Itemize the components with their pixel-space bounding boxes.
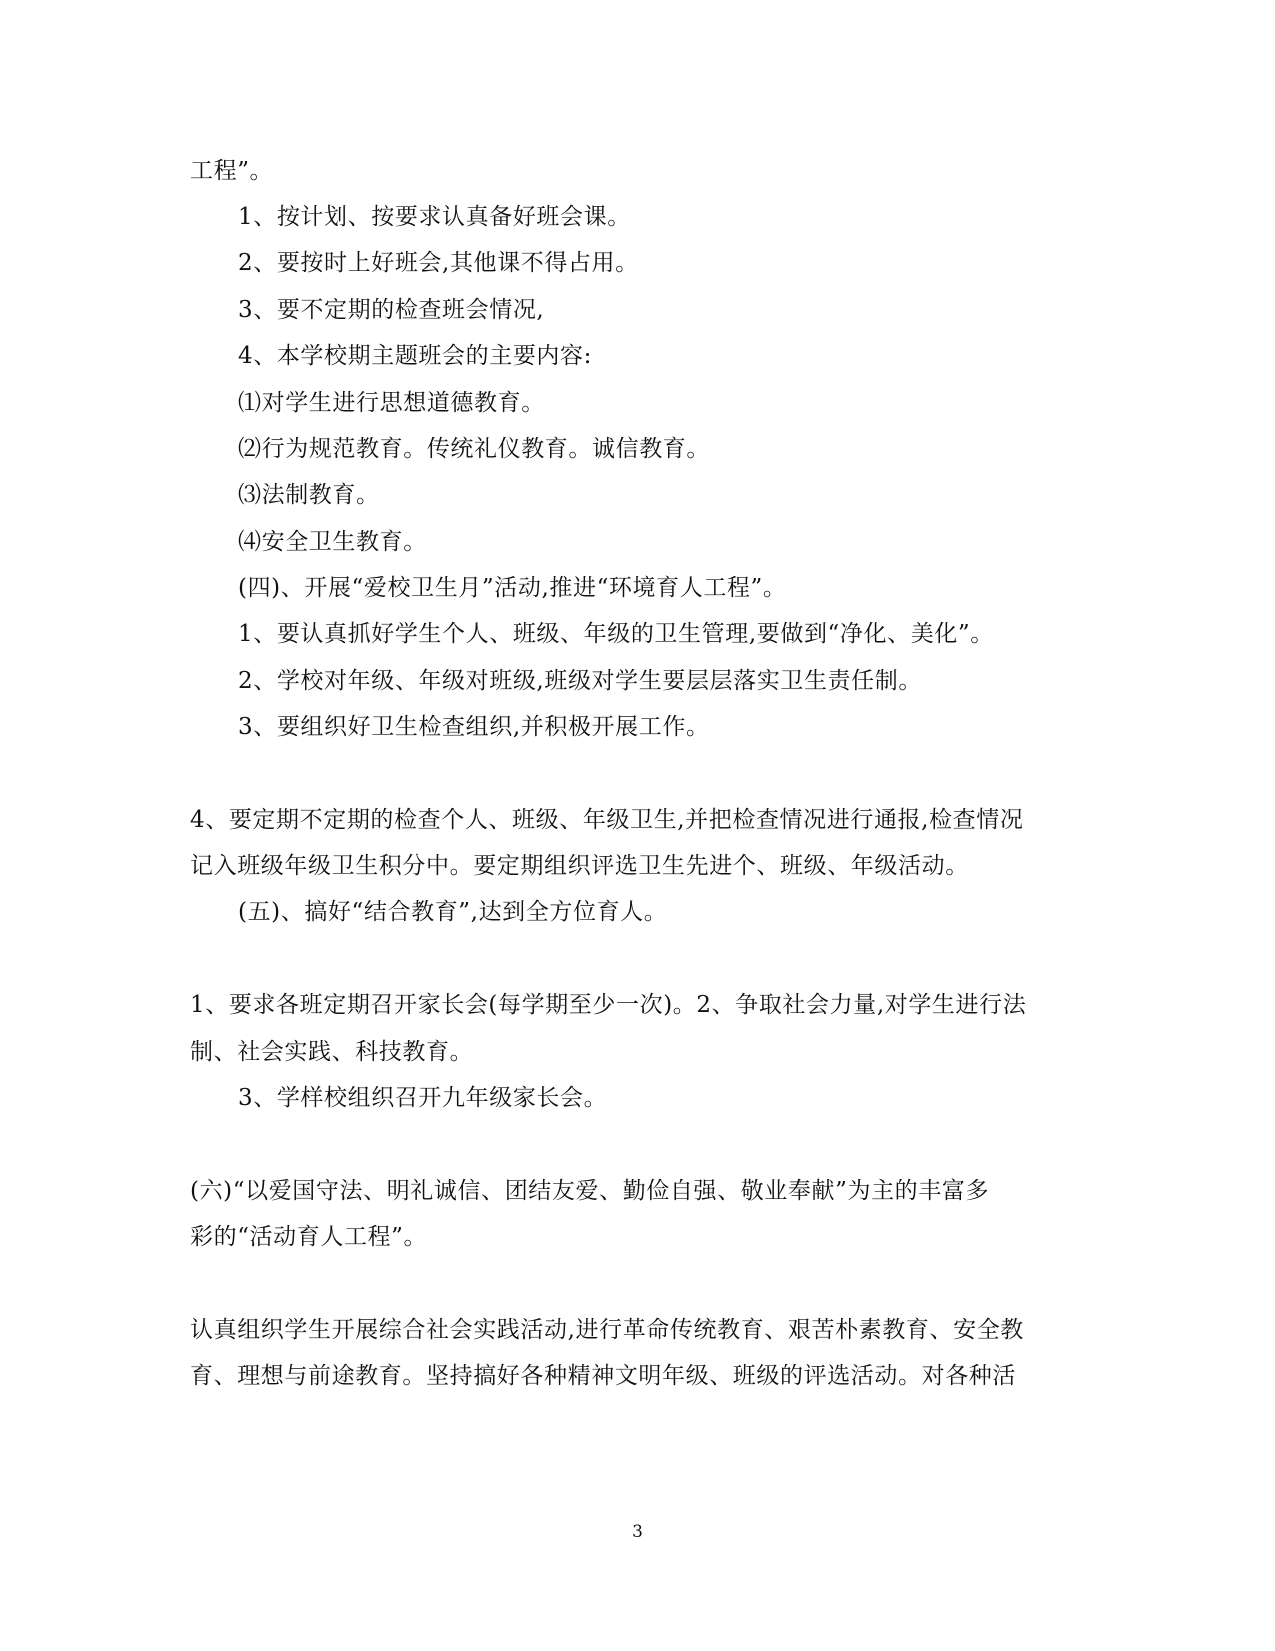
text-line: ⑵行为规范教育。传统礼仪教育。诚信教育。 [238, 436, 710, 462]
text-line: 工程”。 [190, 158, 274, 184]
text-line: 育、理想与前途教育。坚持搞好各种精神文明年级、班级的评选活动。对各种活 [190, 1363, 1016, 1389]
text-line: 1、要求各班定期召开家长会(每学期至少一次)。2、争取社会力量,对学生进行法 [190, 992, 1027, 1018]
text-line: 认真组织学生开展综合社会实践活动,进行革命传统教育、艰苦朴素教育、安全教 [190, 1317, 1024, 1343]
text-line: ⑶法制教育。 [238, 482, 380, 508]
text-line: 3、要组织好卫生检查组织,并积极开展工作。 [238, 714, 710, 740]
text-line: ⑷安全卫生教育。 [238, 529, 427, 555]
text-line: 2、学校对年级、年级对班级,班级对学生要层层落实卫生责任制。 [238, 668, 922, 694]
text-line: 3、学样校组织召开九年级家长会。 [238, 1085, 608, 1111]
text-line: (六)“以爱国守法、明礼诚信、团结友爱、勤俭自强、敬业奉献”为主的丰富多 [190, 1178, 990, 1204]
text-line: 2、要按时上好班会,其他课不得占用。 [238, 250, 639, 276]
text-line: 3、要不定期的检查班会情况, [238, 297, 545, 323]
text-line: 4、本学校期主题班会的主要内容: [238, 343, 592, 369]
text-line: ⑴对学生进行思想道德教育。 [238, 390, 545, 416]
text-line: 制、社会实践、科技教育。 [190, 1039, 474, 1065]
text-line: 4、要定期不定期的检查个人、班级、年级卫生,并把检查情况进行通报,检查情况 [190, 807, 1024, 833]
text-line: 彩的“活动育人工程”。 [190, 1224, 428, 1250]
text-line: 1、按计划、按要求认真备好班会课。 [238, 204, 631, 230]
text-line: 1、要认真抓好学生个人、班级、年级的卫生管理,要做到“净化、美化”。 [238, 621, 994, 647]
text-line: (四)、开展“爱校卫生月”活动,推进“环境育人工程”。 [238, 575, 787, 601]
page-number: 3 [632, 1522, 643, 1542]
text-line: (五)、搞好“结合教育”,达到全方位育人。 [238, 899, 668, 925]
text-line: 记入班级年级卫生积分中。要定期组织评选卫生先进个、班级、年级活动。 [190, 853, 969, 879]
